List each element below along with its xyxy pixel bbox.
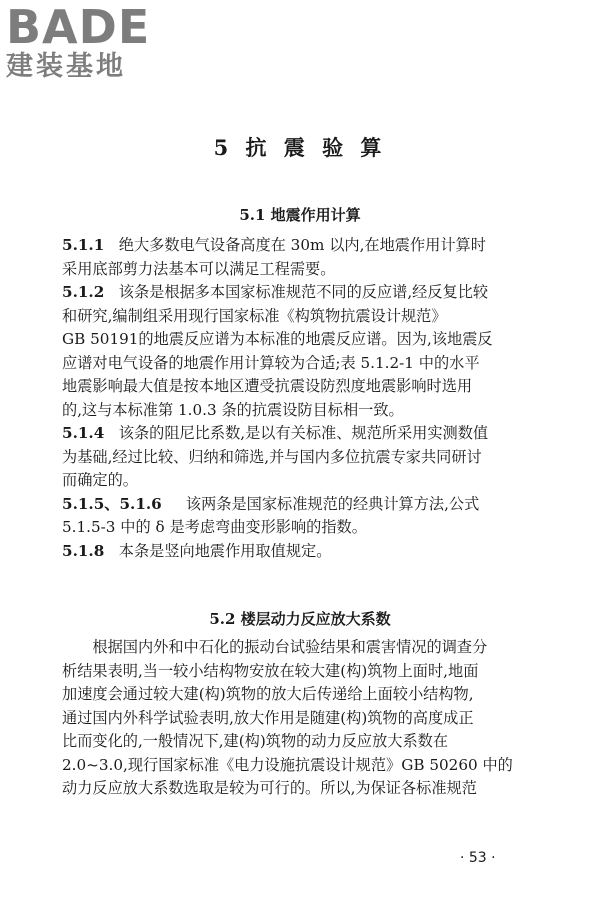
text-line: 析结果表明,当一较小结构物安放在较大建(构)筑物上面时,地面: [62, 661, 479, 680]
text-line: 为基础,经过比较、归纳和筛选,并与国内多位抗震专家共同研讨: [62, 447, 482, 466]
page-number: · 53 ·: [460, 850, 496, 866]
chapter-title: 5 抗 震 验 算: [213, 135, 387, 160]
section-5-2-body: [62, 636, 540, 801]
text-line: 的,这与本标准第 1.0.3 条的抗震设防目标相一致。: [62, 400, 404, 419]
clause-label: 5.1.4: [62, 424, 105, 442]
logo-subtitle: 建装基地: [6, 51, 126, 82]
text-line: 加速度会通过较大建(构)筑物的放大后传递给上面较小结构物,: [62, 685, 474, 703]
logo: [6, 0, 151, 82]
section-5-1-body: [62, 234, 540, 563]
text-line: GB 50191的地震反应谱为本标准的地震反应谱。因为,该地震反: [62, 330, 493, 348]
clause-label: 5.1.1: [62, 236, 105, 254]
text-line: 该两条是国家标准规范的经典计算方法,公式: [185, 494, 480, 513]
text-line: 根据国内外和中石化的振动台试验结果和震害情况的调查分: [92, 638, 488, 656]
text-line: 动力反应放大系数选取是较为可行的。所以,为保证各标准规范: [62, 779, 477, 797]
text-line: 绝大多数电气设备高度在 30m 以内,在地震作用计算时: [118, 236, 486, 254]
text-line: 而确定的。: [62, 471, 138, 489]
text-line: 比而变化的,一般情况下,建(构)筑物的动力反应放大系数在: [62, 732, 449, 750]
text-line: 应谱对电气设备的地震作用计算较为合适;表 5.1.2-1 中的水平: [62, 353, 480, 372]
section-title-5-1: 5.1 地震作用计算: [239, 206, 361, 224]
text-line: 和研究,编制组采用现行国家标准《构筑物抗震设计规范》: [62, 306, 447, 325]
clause-label: 5.1.5、5.1.6: [62, 494, 162, 513]
text-line: 地震影响最大值是按本地区遭受抗震设防烈度地震影响时选用: [62, 377, 473, 395]
text-line: 该条的阻尼比系数,是以有关标准、规范所采用实测数值: [118, 424, 489, 442]
logo-word: BADE: [6, 0, 151, 54]
text-line: 本条是竖向地震作用取值规定。: [118, 541, 332, 560]
text-line: 2.0~3.0,现行国家标准《电力设施抗震设计规范》GB 50260 中的: [62, 755, 513, 774]
clause-label: 5.1.8: [62, 541, 105, 560]
clause-label: 5.1.2: [62, 283, 105, 301]
section-title-5-2: 5.2 楼层动力反应放大系数: [209, 610, 391, 628]
text-line: 该条是根据多本国家标准规范不同的反应谱,经反复比较: [118, 283, 489, 301]
text-line: 采用底部剪力法基本可以满足工程需要。: [62, 259, 336, 278]
text-line: 5.1.5-3 中的 δ 是考虑弯曲变形影响的指数。: [62, 518, 367, 536]
text-line: 通过国内外科学试验表明,放大作用是随建(构)筑物的高度成正: [62, 708, 474, 727]
